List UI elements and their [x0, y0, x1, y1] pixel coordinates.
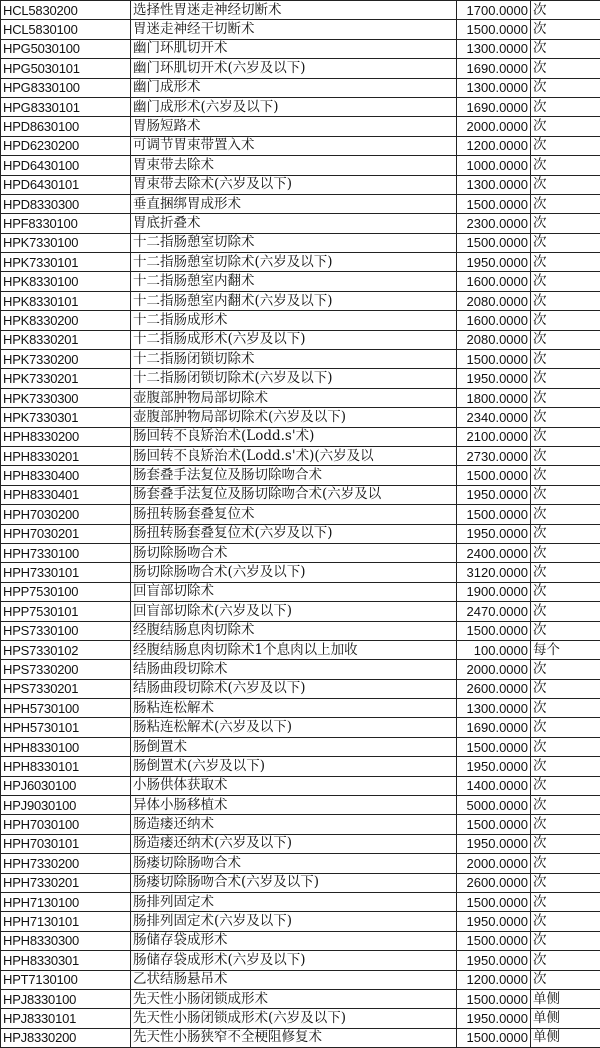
item-unit-cell: 次 [531, 388, 600, 407]
item-code-cell: HPJ6030100 [1, 776, 131, 795]
item-price-cell: 1300.0000 [457, 699, 531, 718]
item-price-cell: 1500.0000 [457, 505, 531, 524]
item-name-cell: 幽门成形术 [131, 78, 457, 97]
item-unit-cell: 次 [531, 408, 600, 427]
item-code-cell: HPS7330201 [1, 679, 131, 698]
item-price-cell: 1950.0000 [457, 524, 531, 543]
item-unit-cell: 次 [531, 582, 600, 601]
item-unit-cell: 次 [531, 718, 600, 737]
item-unit-cell: 次 [531, 1, 600, 20]
table-row [1, 369, 600, 388]
item-price-cell: 1950.0000 [457, 1009, 531, 1028]
item-name-cell: 肠储存袋成形术(六岁及以下) [131, 951, 457, 970]
table-row [1, 175, 600, 194]
item-price-cell: 1500.0000 [457, 815, 531, 834]
item-unit-cell: 次 [531, 330, 600, 349]
table-row [1, 388, 600, 407]
item-price-cell: 5000.0000 [457, 796, 531, 815]
item-price-cell: 1500.0000 [457, 194, 531, 213]
item-code-cell: HPS7330100 [1, 621, 131, 640]
item-name-cell: 胃迷走神经干切断术 [131, 20, 457, 39]
item-code-cell: HPJ8330101 [1, 1009, 131, 1028]
item-price-cell: 1900.0000 [457, 582, 531, 601]
table-row [1, 834, 600, 853]
item-unit-cell: 次 [531, 931, 600, 950]
item-price-cell: 1690.0000 [457, 718, 531, 737]
item-name-cell: 幽门成形术(六岁及以下) [131, 97, 457, 116]
table-row [1, 485, 600, 504]
table-row [1, 699, 600, 718]
table-row [1, 951, 600, 970]
item-unit-cell: 次 [531, 175, 600, 194]
table-row [1, 330, 600, 349]
item-name-cell: 十二指肠憩室切除术 [131, 233, 457, 252]
item-code-cell: HCL5830100 [1, 20, 131, 39]
table-row [1, 640, 600, 659]
item-code-cell: HPH7030200 [1, 505, 131, 524]
table-row [1, 873, 600, 892]
table-row [1, 543, 600, 562]
item-unit-cell: 次 [531, 233, 600, 252]
item-code-cell: HPK8330101 [1, 291, 131, 310]
item-name-cell: 肠扭转肠套叠复位术(六岁及以下) [131, 524, 457, 543]
item-name-cell: 肠排列固定术 [131, 892, 457, 911]
item-price-cell: 2080.0000 [457, 291, 531, 310]
item-price-cell: 2340.0000 [457, 408, 531, 427]
table-row [1, 214, 600, 233]
table-row [1, 815, 600, 834]
item-unit-cell: 次 [531, 660, 600, 679]
item-code-cell: HPD6430101 [1, 175, 131, 194]
item-name-cell: 肠回转不良矫治术(Lodd.s'术) [131, 427, 457, 446]
table-row [1, 350, 600, 369]
item-code-cell: HPH7030201 [1, 524, 131, 543]
item-code-cell: HPG8330100 [1, 78, 131, 97]
item-price-cell: 2000.0000 [457, 660, 531, 679]
item-name-cell: 肠粘连松解术(六岁及以下) [131, 718, 457, 737]
item-code-cell: HCL5830200 [1, 1, 131, 20]
item-unit-cell: 次 [531, 20, 600, 39]
item-code-cell: HPH8330300 [1, 931, 131, 950]
item-unit-cell: 单侧 [531, 1009, 600, 1028]
table-row [1, 194, 600, 213]
item-price-cell: 1500.0000 [457, 931, 531, 950]
item-name-cell: 肠倒置术 [131, 737, 457, 756]
item-price-cell: 1500.0000 [457, 20, 531, 39]
item-code-cell: HPH7030101 [1, 834, 131, 853]
item-name-cell: 回盲部切除术 [131, 582, 457, 601]
item-code-cell: HPD8630100 [1, 117, 131, 136]
item-code-cell: HPH8330401 [1, 485, 131, 504]
item-name-cell: 经腹结肠息肉切除术1个息肉以上加收 [131, 640, 457, 659]
item-code-cell: HPH8330201 [1, 446, 131, 465]
item-unit-cell: 每个 [531, 640, 600, 659]
item-price-cell: 2000.0000 [457, 117, 531, 136]
item-code-cell: HPK7330200 [1, 350, 131, 369]
table-row [1, 718, 600, 737]
item-name-cell: 先天性小肠闭锁成形术 [131, 989, 457, 1008]
item-code-cell: HPH7130101 [1, 912, 131, 931]
item-name-cell: 十二指肠憩室内翻术 [131, 272, 457, 291]
item-price-cell: 1300.0000 [457, 78, 531, 97]
item-code-cell: HPK7330101 [1, 253, 131, 272]
table-row [1, 272, 600, 291]
item-name-cell: 幽门环肌切开术 [131, 39, 457, 58]
item-unit-cell: 单侧 [531, 1028, 600, 1047]
item-price-cell: 2600.0000 [457, 679, 531, 698]
item-code-cell: HPP7530101 [1, 602, 131, 621]
item-unit-cell: 次 [531, 602, 600, 621]
item-code-cell: HPK8330100 [1, 272, 131, 291]
item-price-cell: 1500.0000 [457, 737, 531, 756]
item-price-cell: 2470.0000 [457, 602, 531, 621]
item-price-cell: 1400.0000 [457, 776, 531, 795]
table-row [1, 931, 600, 950]
item-name-cell: 肠套叠手法复位及肠切除吻合术(六岁及以 [131, 485, 457, 504]
item-unit-cell: 次 [531, 834, 600, 853]
table-row [1, 796, 600, 815]
item-unit-cell: 次 [531, 466, 600, 485]
item-code-cell: HPH5730100 [1, 699, 131, 718]
item-price-cell: 1500.0000 [457, 466, 531, 485]
item-code-cell: HPH7330101 [1, 563, 131, 582]
item-price-cell: 1950.0000 [457, 951, 531, 970]
table-row [1, 679, 600, 698]
item-name-cell: 肠扭转肠套叠复位术 [131, 505, 457, 524]
item-price-cell: 1950.0000 [457, 757, 531, 776]
item-code-cell: HPJ9030100 [1, 796, 131, 815]
item-price-cell: 100.0000 [457, 640, 531, 659]
item-unit-cell: 次 [531, 776, 600, 795]
fee-table-body [1, 1, 600, 1048]
item-name-cell: 肠瘘切除肠吻合术 [131, 854, 457, 873]
item-code-cell: HPK7330300 [1, 388, 131, 407]
item-price-cell: 1690.0000 [457, 97, 531, 116]
item-code-cell: HPG8330101 [1, 97, 131, 116]
table-row [1, 854, 600, 873]
item-unit-cell: 次 [531, 291, 600, 310]
item-price-cell: 1600.0000 [457, 272, 531, 291]
item-price-cell: 2000.0000 [457, 854, 531, 873]
item-price-cell: 1500.0000 [457, 350, 531, 369]
item-unit-cell: 次 [531, 912, 600, 931]
item-unit-cell: 次 [531, 350, 600, 369]
item-unit-cell: 次 [531, 97, 600, 116]
table-row [1, 39, 600, 58]
item-unit-cell: 次 [531, 951, 600, 970]
item-code-cell: HPH7030100 [1, 815, 131, 834]
item-unit-cell: 次 [531, 59, 600, 78]
item-unit-cell: 次 [531, 253, 600, 272]
item-code-cell: HPH8330100 [1, 737, 131, 756]
table-row [1, 1, 600, 20]
item-price-cell: 1300.0000 [457, 39, 531, 58]
item-unit-cell: 次 [531, 117, 600, 136]
item-name-cell: 肠倒置术(六岁及以下) [131, 757, 457, 776]
item-name-cell: 胃肠短路术 [131, 117, 457, 136]
item-unit-cell: 次 [531, 621, 600, 640]
item-price-cell: 1950.0000 [457, 834, 531, 853]
item-name-cell: 经腹结肠息肉切除术 [131, 621, 457, 640]
item-code-cell: HPH7130100 [1, 892, 131, 911]
item-unit-cell: 次 [531, 699, 600, 718]
table-row [1, 1028, 600, 1047]
item-name-cell: 胃束带去除术(六岁及以下) [131, 175, 457, 194]
item-name-cell: 回盲部切除术(六岁及以下) [131, 602, 457, 621]
item-price-cell: 1000.0000 [457, 156, 531, 175]
item-code-cell: HPH7330200 [1, 854, 131, 873]
item-unit-cell: 次 [531, 446, 600, 465]
item-price-cell: 2300.0000 [457, 214, 531, 233]
item-unit-cell: 次 [531, 796, 600, 815]
table-row [1, 621, 600, 640]
item-name-cell: 十二指肠成形术 [131, 311, 457, 330]
item-price-cell: 1950.0000 [457, 912, 531, 931]
item-code-cell: HPF8330100 [1, 214, 131, 233]
item-code-cell: HPK8330200 [1, 311, 131, 330]
item-price-cell: 2730.0000 [457, 446, 531, 465]
item-price-cell: 1500.0000 [457, 233, 531, 252]
item-code-cell: HPG5030100 [1, 39, 131, 58]
item-unit-cell: 次 [531, 524, 600, 543]
table-row [1, 660, 600, 679]
item-unit-cell: 次 [531, 311, 600, 330]
item-code-cell: HPH8330301 [1, 951, 131, 970]
item-name-cell: 结肠曲段切除术 [131, 660, 457, 679]
item-name-cell: 先天性小肠狭窄不全梗阻修复术 [131, 1028, 457, 1047]
table-row [1, 912, 600, 931]
table-row [1, 970, 600, 989]
item-name-cell: 肠造瘘还纳术(六岁及以下) [131, 834, 457, 853]
table-row [1, 892, 600, 911]
item-name-cell: 十二指肠憩室切除术(六岁及以下) [131, 253, 457, 272]
item-code-cell: HPG5030101 [1, 59, 131, 78]
item-unit-cell: 次 [531, 737, 600, 756]
table-row [1, 233, 600, 252]
item-name-cell: 垂直捆绑胃成形术 [131, 194, 457, 213]
item-name-cell: 肠回转不良矫治术(Lodd.s'术)(六岁及以 [131, 446, 457, 465]
item-name-cell: 乙状结肠悬吊术 [131, 970, 457, 989]
item-unit-cell: 次 [531, 543, 600, 562]
item-code-cell: HPT7130100 [1, 970, 131, 989]
item-code-cell: HPJ8330100 [1, 989, 131, 1008]
item-price-cell: 1690.0000 [457, 59, 531, 78]
table-row [1, 78, 600, 97]
table-row [1, 97, 600, 116]
item-name-cell: 肠排列固定术(六岁及以下) [131, 912, 457, 931]
item-name-cell: 肠储存袋成形术 [131, 931, 457, 950]
item-unit-cell: 次 [531, 757, 600, 776]
table-row [1, 505, 600, 524]
item-price-cell: 1500.0000 [457, 892, 531, 911]
item-name-cell: 十二指肠憩室内翻术(六岁及以下) [131, 291, 457, 310]
table-row [1, 563, 600, 582]
table-row [1, 427, 600, 446]
item-unit-cell: 次 [531, 679, 600, 698]
item-name-cell: 选择性胃迷走神经切断术 [131, 1, 457, 20]
item-name-cell: 肠套叠手法复位及肠切除吻合术 [131, 466, 457, 485]
table-row [1, 757, 600, 776]
item-unit-cell: 次 [531, 854, 600, 873]
item-price-cell: 1950.0000 [457, 253, 531, 272]
item-name-cell: 十二指肠成形术(六岁及以下) [131, 330, 457, 349]
item-unit-cell: 次 [531, 563, 600, 582]
item-name-cell: 肠瘘切除肠吻合术(六岁及以下) [131, 873, 457, 892]
item-price-cell: 1500.0000 [457, 989, 531, 1008]
item-code-cell: HPJ8330200 [1, 1028, 131, 1047]
item-name-cell: 异体小肠移植术 [131, 796, 457, 815]
item-unit-cell: 次 [531, 485, 600, 504]
item-unit-cell: 次 [531, 136, 600, 155]
item-name-cell: 肠切除肠吻合术(六岁及以下) [131, 563, 457, 582]
item-price-cell: 1950.0000 [457, 369, 531, 388]
item-code-cell: HPD8330300 [1, 194, 131, 213]
item-price-cell: 3120.0000 [457, 563, 531, 582]
item-code-cell: HPH8330200 [1, 427, 131, 446]
item-price-cell: 2080.0000 [457, 330, 531, 349]
item-price-cell: 1300.0000 [457, 175, 531, 194]
item-price-cell: 1500.0000 [457, 621, 531, 640]
item-code-cell: HPH7330100 [1, 543, 131, 562]
item-price-cell: 1500.0000 [457, 1028, 531, 1047]
item-code-cell: HPD6430100 [1, 156, 131, 175]
item-price-cell: 1700.0000 [457, 1, 531, 20]
table-row [1, 524, 600, 543]
table-row [1, 737, 600, 756]
table-row [1, 136, 600, 155]
item-code-cell: HPK8330201 [1, 330, 131, 349]
item-unit-cell: 次 [531, 78, 600, 97]
item-name-cell: 壶腹部肿物局部切除术(六岁及以下) [131, 408, 457, 427]
table-row [1, 446, 600, 465]
item-name-cell: 肠粘连松解术 [131, 699, 457, 718]
item-price-cell: 1200.0000 [457, 136, 531, 155]
item-name-cell: 肠切除肠吻合术 [131, 543, 457, 562]
table-row [1, 311, 600, 330]
item-code-cell: HPH5730101 [1, 718, 131, 737]
table-row [1, 602, 600, 621]
item-code-cell: HPK7330301 [1, 408, 131, 427]
table-row [1, 59, 600, 78]
item-name-cell: 肠造瘘还纳术 [131, 815, 457, 834]
table-row [1, 582, 600, 601]
item-price-cell: 1950.0000 [457, 485, 531, 504]
item-code-cell: HPH8330101 [1, 757, 131, 776]
item-code-cell: HPP7530100 [1, 582, 131, 601]
table-row [1, 989, 600, 1008]
item-name-cell: 壶腹部肿物局部切除术 [131, 388, 457, 407]
item-unit-cell: 次 [531, 369, 600, 388]
item-unit-cell: 次 [531, 427, 600, 446]
table-row [1, 291, 600, 310]
item-name-cell: 十二指肠闭锁切除术 [131, 350, 457, 369]
table-row [1, 408, 600, 427]
table-row [1, 20, 600, 39]
item-unit-cell: 次 [531, 970, 600, 989]
item-unit-cell: 次 [531, 214, 600, 233]
item-name-cell: 小肠供体获取术 [131, 776, 457, 795]
item-code-cell: HPK7330100 [1, 233, 131, 252]
item-unit-cell: 次 [531, 505, 600, 524]
item-name-cell: 幽门环肌切开术(六岁及以下) [131, 59, 457, 78]
item-unit-cell: 次 [531, 873, 600, 892]
item-unit-cell: 单侧 [531, 989, 600, 1008]
table-row [1, 466, 600, 485]
item-price-cell: 2600.0000 [457, 873, 531, 892]
item-code-cell: HPD6230200 [1, 136, 131, 155]
item-name-cell: 胃底折叠术 [131, 214, 457, 233]
table-row [1, 253, 600, 272]
item-code-cell: HPH7330201 [1, 873, 131, 892]
item-unit-cell: 次 [531, 892, 600, 911]
item-unit-cell: 次 [531, 815, 600, 834]
item-unit-cell: 次 [531, 39, 600, 58]
item-code-cell: HPS7330200 [1, 660, 131, 679]
item-price-cell: 1800.0000 [457, 388, 531, 407]
item-unit-cell: 次 [531, 194, 600, 213]
item-name-cell: 结肠曲段切除术(六岁及以下) [131, 679, 457, 698]
item-name-cell: 可调节胃束带置入术 [131, 136, 457, 155]
table-row [1, 1009, 600, 1028]
item-price-cell: 1600.0000 [457, 311, 531, 330]
item-unit-cell: 次 [531, 272, 600, 291]
table-row [1, 156, 600, 175]
item-code-cell: HPH8330400 [1, 466, 131, 485]
item-code-cell: HPK7330201 [1, 369, 131, 388]
table-row [1, 776, 600, 795]
item-code-cell: HPS7330102 [1, 640, 131, 659]
item-price-cell: 1200.0000 [457, 970, 531, 989]
item-name-cell: 先天性小肠闭锁成形术(六岁及以下) [131, 1009, 457, 1028]
item-name-cell: 胃束带去除术 [131, 156, 457, 175]
item-name-cell: 十二指肠闭锁切除术(六岁及以下) [131, 369, 457, 388]
item-price-cell: 2100.0000 [457, 427, 531, 446]
table-row [1, 117, 600, 136]
item-unit-cell: 次 [531, 156, 600, 175]
item-price-cell: 2400.0000 [457, 543, 531, 562]
